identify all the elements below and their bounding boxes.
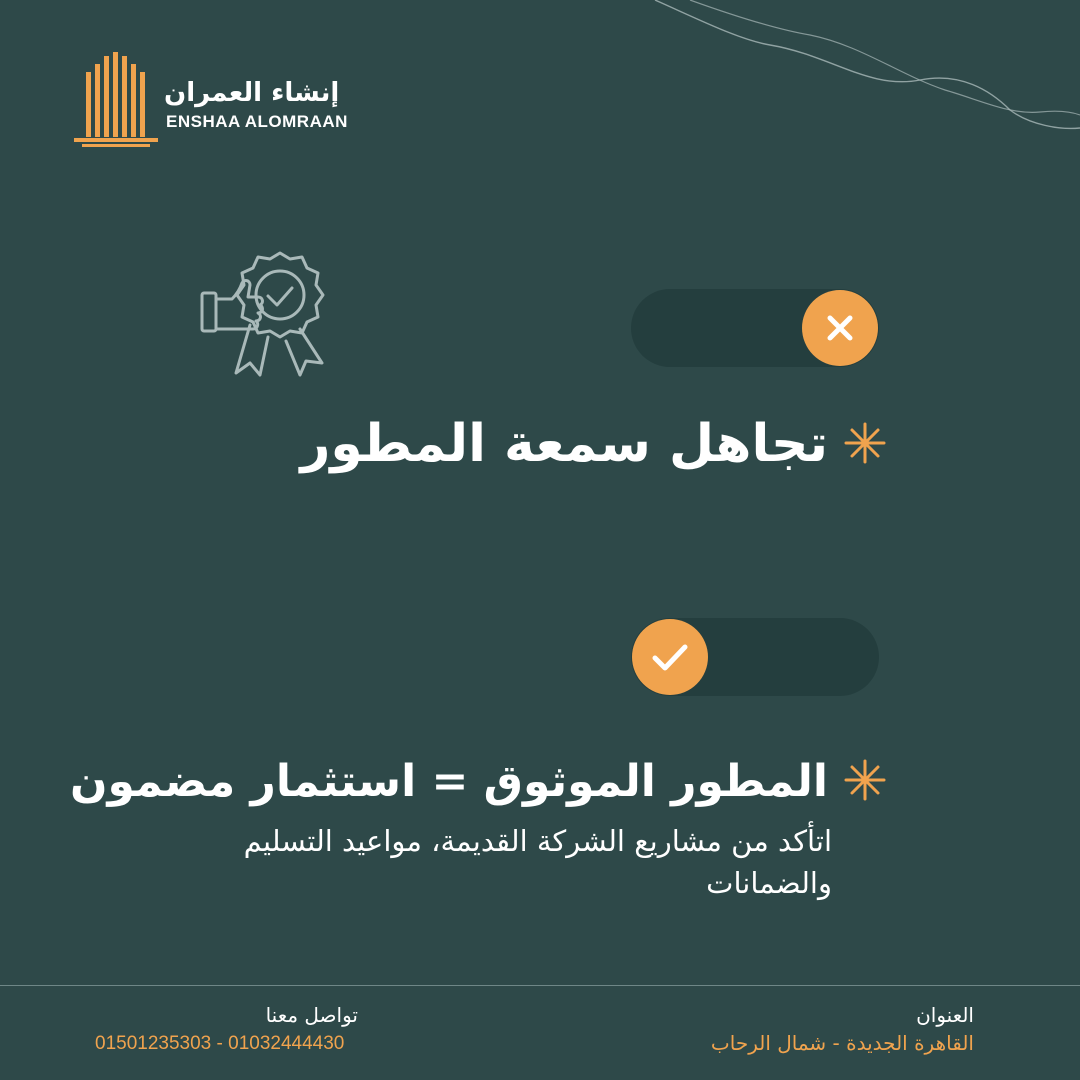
footer-divider	[0, 985, 1080, 986]
x-icon	[824, 312, 856, 344]
brand-name-arabic: إنشاء العمران	[164, 78, 340, 108]
right-description: اتأكد من مشاريع الشركة القديمة، مواعيد التسليم والضمانات	[243, 824, 832, 900]
wrong-heading: تجاهل سمعة المطور	[300, 414, 828, 474]
building-logo-icon	[72, 52, 162, 152]
toggle-knob-right	[632, 619, 708, 695]
sparkle-star-icon	[842, 420, 888, 466]
contact-phones[interactable]: 01501235303 - 01032444430	[95, 1033, 345, 1054]
right-heading: المطور الموثوق = استثمار مضمون	[69, 756, 828, 807]
address-value: القاهرة الجديدة - شمال الرحاب	[710, 1031, 974, 1055]
toggle-wrong[interactable]	[631, 289, 879, 367]
brand-name-english: ENSHAA ALOMRAAN	[166, 112, 348, 131]
brand-logo	[72, 52, 372, 152]
toggle-right[interactable]	[631, 618, 879, 696]
check-icon	[650, 641, 690, 673]
sparkle-star-icon	[842, 757, 888, 803]
toggle-knob-wrong	[802, 290, 878, 366]
address-title: العنوان	[916, 1003, 974, 1027]
thumbs-up-certified-badge-icon	[190, 245, 330, 380]
contact-title: تواصل معنا	[265, 1003, 358, 1027]
